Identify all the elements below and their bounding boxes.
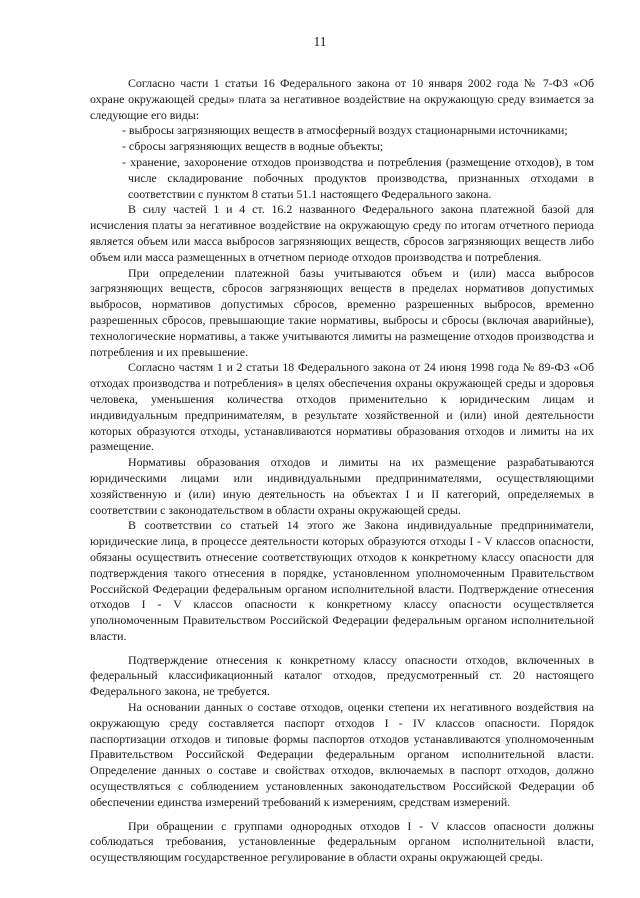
list-item-air-emissions: - выбросы загрязняющих веществ в атмосферный воздух стационарными источниками; xyxy=(122,123,568,138)
paragraph-intro: Согласно части 1 статьи 16 Федерального закона от 10 января 2002 года № 7-ФЗ «Об охране окружающей среды» плата за негативное воздействие на окружающую среду взимается за следующие его виды: xyxy=(90,76,594,122)
list-item-waste-storage: - хранение, захоронение отходов производства и потребления (размещение отходов), в том числе складирование побочных продуктов производства, признанных отходами в соответствии с пунктом 8 статьи 51.1 настоящего Федерального закона. xyxy=(122,154,594,201)
paragraph-payment-base: В силу частей 1 и 4 ст. 16.2 названного Федерального закона платежной базой для исчисления платы за негативное воздействие на окружающую среду по итогам отчетного периода является объем или масса выбросов загрязняющих веществ, сбросов загрязняющих веществ либо объем или масса размещенных в отчетном периоде отходов производства и потребления. xyxy=(90,202,594,264)
paragraph-law-89fz: Согласно частям 1 и 2 статьи 18 Федерального закона от 24 июня 1998 года № 89-ФЗ «Об отходах производства и потребления» в целях обеспечения охраны окружающей среды и здоровья человека, уменьшения количества отходов применительно к юридическим лицам и индивидуальным предпринимателям, в результате хозяйственной и (или) иной деятельности которых образуются отходы, устанавливаются нормативы образования отходов и лимиты на их размещение. xyxy=(90,360,594,454)
document-body xyxy=(90,76,594,866)
page-number: 11 xyxy=(313,34,327,49)
paragraph-norms-development: Нормативы образования отходов и лимиты на их размещение разрабатываются юридическими лицами или индивидуальными предпринимателями, осуществляющими хозяйственную и (или) иную деятельность на объектах I и II категорий, определяемых в соответствии с законодательством в области охраны окружающей среды. xyxy=(90,455,594,517)
paragraph-payment-base-determination: При определении платежной базы учитываются объем и (или) масса выбросов загрязняющих веществ, сбросов загрязняющих веществ в пределах нормативов допустимых выбросов, нормативов допустимых сбросов, временно разрешенных выбросов, временно разрешенных сбросов, превышающие такие нормативы, выбросы и сбросы (включая аварийные), технологические нормативы, а также учитываются лимиты на размещение отходов производства и потребления и их превышение. xyxy=(90,265,594,359)
paragraph-hazard-class-confirmation: Подтверждение отнесения к конкретному классу опасности отходов, включенных в федеральный классификационный каталог отходов, предусмотренный ст. 20 настоящего Федерального закона, не требуется. xyxy=(90,652,594,699)
paragraph-homogeneous-waste: При обращении с группами однородных отходов I - V классов опасности должны соблюдаться требования, установленные федеральным органом исполнительной власти, осуществляющим государственное регулирование в области охраны окружающей среды. xyxy=(90,818,594,865)
list-item-water-discharges: - сбросы загрязняющих веществ в водные объекты; xyxy=(122,139,384,154)
paragraph-article-14: В соответствии со статьей 14 этого же Закона индивидуальные предприниматели, юридические лица, в процессе деятельности которых образуются отходы I - V классов опасности, обязаны осуществить отнесение соответствующих отходов к конкретному классу опасности для подтверждения такого отнесения в порядке, установленном уполномоченным Правительством Российской Федерации федеральным органом исполнительной власти. Подтверждение отнесения отходов I - V классов опасности к конкретному классу опасности осуществляется уполномоченным Правительством Российской Федерации федеральным органом исполнительной власти. xyxy=(90,518,594,643)
paragraph-waste-passport: На основании данных о составе отходов, оценки степени их негативного воздействия на окружающую среду составляется паспорт отходов I - IV классов опасности. Порядок паспортизации отходов и типовые формы паспортов отходов устанавливаются уполномоченным Правительством Российской Федерации федеральным органом исполнительной власти. Определение данных о составе и свойствах отходов, включаемых в паспорт отходов, должно осуществляться с соблюдением установленных законодательством Российской Федерации об обеспечении единства измерений требований к измерениям, средствам измерений. xyxy=(90,700,594,809)
